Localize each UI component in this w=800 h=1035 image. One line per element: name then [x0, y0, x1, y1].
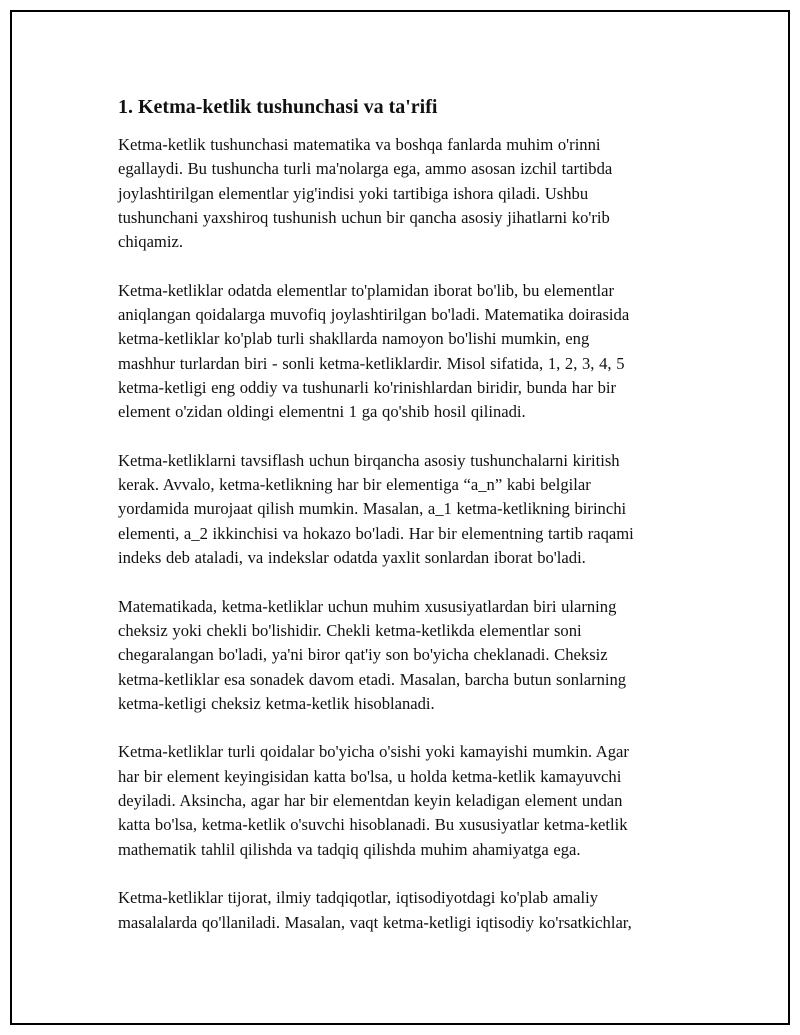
paragraph-3: Ketma-ketliklarni tavsiflash uchun birqancha asosiy tushunchalarni kiritish kerak. Avvalo, ketma-ketlikning har bir elementiga “a_n” kabi belgilar yordamida murojaat qilish mumkin. Masalan, a_1 ketma-ketlikning birinchi elementi, a_2 ikkinchisi va hokazo bo'ladi. Har bir elementning tartib raqami indeks deb ataladi, va indekslar odatda yaxlit sonlardan iborat bo'ladi. [118, 450, 634, 568]
paragraph-6: Ketma-ketliklar tijorat, ilmiy tadqiqotlar, iqtisodiyotdagi ko'plab amaliy masalalarda qo'llaniladi. Masalan, vaqt ketma-ketligi iqtisodiy ko'rsatkichlar, [118, 888, 632, 932]
paragraph-5: Ketma-ketliklar turli qoidalar bo'yicha o'sishi yoki kamayishi mumkin. Agar har bir element keyingisidan katta bo'lsa, u holda ketma-ketlik kamayuvchi deyiladi. Aksincha, agar har bir elementdan keyin keladigan element undan katta bo'lsa, ketma-ketlik o'suvchi hisoblanadi. Bu xususiyatlar ketma-ketlik mathematik tahlil qilishda va tadqiq qilishda muhim ahamiyatga ega. [118, 742, 629, 859]
paragraph-2: Ketma-ketliklar odatda elementlar to'plamidan iborat bo'lib, bu elementlar aniqlangan qoidalarga muvofiq joylashtirilgan bo'ladi. Matematika doirasida ketma-ketliklar ko'plab turli shakllarda namoyon bo'lishi mumkin, eng mashhur turlardan biri - sonli ketma-ketliklardir. Misol sifatida, 1, 2, 3, 4, 5 ketma-ketligi eng oddiy va tushunarli ko'rinishlardan biridir, bunda har bir element o'zidan oldingi elementni 1 ga qo'shib hosil qilinadi. [118, 280, 630, 422]
document-body [118, 93, 698, 959]
paragraph-4: Matematikada, ketma-ketliklar uchun muhim xususiyatlardan biri ularning cheksiz yoki chekli bo'lishidir. Chekli ketma-ketlikda elementlar soni chegaralangan bo'ladi, ya'ni biror qat'iy son bo'yicha cheklanadi. Cheksiz ketma-ketliklar esa sonadek davom etadi. Masalan, barcha butun sonlarning ketma-ketligi cheksiz ketma-ketlik hisoblanadi. [118, 596, 627, 713]
paragraph-1: Ketma-ketlik tushunchasi matematika va boshqa fanlarda muhim o'rinni egallaydi. Bu tushuncha turli ma'nolarga ega, ammo asosan izchil tartibda joylashtirilgan elementlar yig'indisi yoki tartibiga ishora qiladi. Ushbu tushunchani yaxshiroq tushunish uchun bir qancha asosiy jihatlarni ko'rib chiqamiz. [118, 135, 613, 252]
section-heading: 1. Ketma-ketlik tushunchasi va ta'rifi [118, 96, 438, 118]
